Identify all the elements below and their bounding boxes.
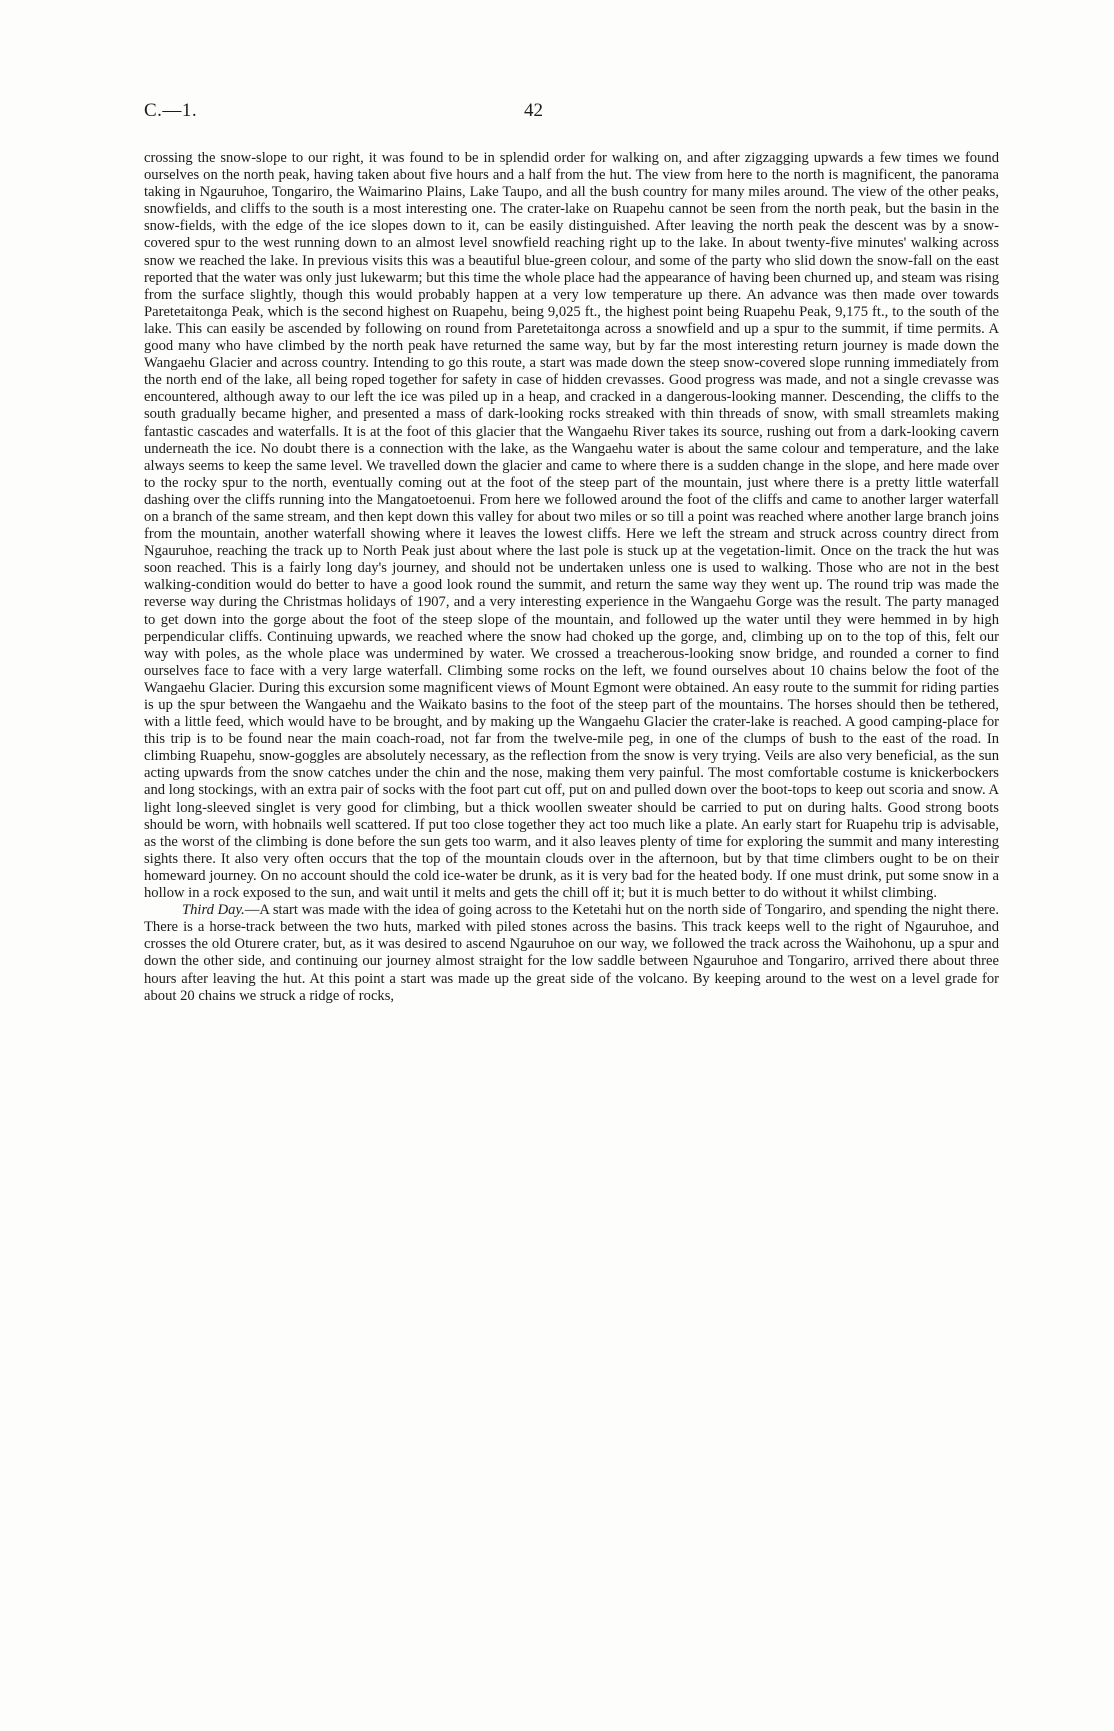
paragraph <box>144 902 999 1005</box>
page-header <box>144 100 999 130</box>
document-reference: C.—1. <box>144 100 198 121</box>
paragraph <box>144 150 999 902</box>
paragraph-text: —A start was made with the idea of going across to the Ketetahi hut on the north side of Tongariro, and spending the night there. There is a horse-track between the two huts, marked with piled stones across the basins. This track keeps well to the right of Ngauruhoe, and crosses the old Oturere crater, but, as it was desired to ascend Ngauruhoe on our way, we followed the track across the Waihohonu, up a spur and down the other side, and continuing our journey almost straight for the low saddle between Ngauruhoe and Tongariro, arrived there about three hours after leaving the hut. At this point a start was made up the great side of the volcano. By keeping around to the west on a level grade for about 20 chains we struck a ridge of rocks, <box>144 902 999 1004</box>
section-heading: Third Day. <box>182 902 245 919</box>
body-text <box>144 150 999 1005</box>
paragraph-text: crossing the snow-slope to our right, it was found to be in splendid order for walking on, and after zigzagging upwards a few times we found ourselves on the north peak, having taken about five hours and a half from the hut. The view from here to the north is magnificent, the panorama taking in Ngauruhoe, Tongariro, the Waimarino Plains, Lake Taupo, and all the bush country for many miles around. The view of the other peaks, snowfields, and cliffs to the south is a most interesting one. The crater-lake on Ruapehu cannot be seen from the north peak, but the basin in the snow-fields, with the edge of the ice slopes down to it, can be easily distinguished. After leaving the north peak the descent was by a snow-covered spur to the west running down to an almost level snowfield reaching right up to the lake. In about twenty-five minutes' walking across snow we reached the lake. In previous visits this was a beautiful blue-green colour, and some of the party who slid down the snow-fall on the east reported that the water was only just lukewarm; but this time the whole place had the appearance of having been churned up, and steam was rising from the surface slightly, though this would probably happen at a very low temperature up there. An advance was then made over towards Paretetaitonga Peak, which is the second highest on Ruapehu, being 9,025 ft., the highest point being Ruapehu Peak, 9,175 ft., to the south of the lake. This can easily be ascended by following on round from Paretetaitonga across a snowfield and up a spur to the summit, if time permits. A good many who have climbed by the north peak have returned the same way, but by far the most interesting return journey is made down the Wangaehu Glacier and across country. Intending to go this route, a start was made down the steep snow-covered slope running immediately from the north end of the lake, all being roped together for safety in case of hidden crevasses. Good progress was made, and not a single crevasse was encountered, although away to our left the ice was piled up in a heap, and cracked in a dangerous-looking manner. Descending, the cliffs to the south gradually became higher, and presented a mass of dark-looking rocks streaked with thin threads of snow, with small streamlets making fantastic cascades and waterfalls. It is at the foot of this glacier that the Wangaehu River takes its source, rushing out from a dark-looking cavern underneath the ice. No doubt there is a connection with the lake, as the Wangaehu water is about the same colour and temperature, and the lake always seems to keep the same level. We travelled down the glacier and came to where there is a sudden change in the slope, and here made over to the rocky spur to the north, eventually coming out at the foot of the steep part of the mountain, just where there is a pretty little waterfall dashing over the cliffs running into the Mangatoetoenui. From here we followed around the foot of the cliffs and came to another larger waterfall on a branch of the same stream, and then kept down this valley for about two miles or so till a point was reached where another large branch joins from the mountain, another waterfall showing where it leaves the lowest cliffs. Here we left the stream and struck across country direct from Ngauruhoe, reaching the track up to North Peak just about where the last pole is stuck up at the vegetation-limit. Once on the track the hut was soon reached. This is a fairly long day's journey, and should not be undertaken unless one is used to walking. Those who are not in the best walking-condition would do better to have a good look round the summit, and return the same way they went up. The round trip was made the reverse way during the Christmas holidays of 1907, and a very interesting experience in the Wangaehu Gorge was the result. The party managed to get down into the gorge about the foot of the steep slope of the mountain, and followed up the water until they were hemmed in by high perpendicular cliffs. Continuing upwards, we reached where the snow had choked up the gorge, and, climbing up on to the top of this, felt our way with poles, as the whole place was undermined by water. We crossed a treacherous-looking snow bridge, and rounded a corner to find ourselves face to face with a very large waterfall. Climbing some rocks on the left, we found ourselves about 10 chains below the foot of the Wangaehu Glacier. During this excursion some magnificent views of Mount Egmont were obtained. An easy route to the summit for riding parties is up the spur between the Wangaehu and the Waikato basins to the foot of the steep part of the mountains. The horses should then be tethered, with a little feed, which would have to be brought, and by making up the Wangaehu Glacier the crater-lake is reached. A good camping-place for this trip is to be found near the main coach-road, not far from the twelve-mile peg, in one of the clumps of bush to the east of the road. In climbing Ruapehu, snow-goggles are absolutely necessary, as the reflection from the snow is very trying. Veils are also very beneficial, as the sun acting upwards from the snow catches under the chin and the nose, making them very painful. The most comfortable costume is knickerbockers and long stockings, with an extra pair of socks with the foot part cut off, put on and pulled down over the boot-tops to keep out scoria and snow. A light long-sleeved singlet is very good for climbing, but a thick woollen sweater should be carried to put on during halts. Good strong boots should be worn, with hobnails well scattered. If put too close together they act too much like a plate. An early start for Ruapehu trip is advisable, as the worst of the climbing is done before the sun gets too warm, and it also leaves plenty of time for exploring the summit and many interesting sights there. It also very often occurs that the top of the mountain clouds over in the afternoon, but by that time climbers ought to be on their homeward journey. On no account should the cold ice-water be drunk, as it is very bad for the heated body. If one must drink, put some snow in a hollow in a rock exposed to the sun, and wait until it melts and gets the chill off it; but it is much better to do without it whilst climbing. <box>144 150 999 902</box>
page-number: 42 <box>524 100 543 121</box>
